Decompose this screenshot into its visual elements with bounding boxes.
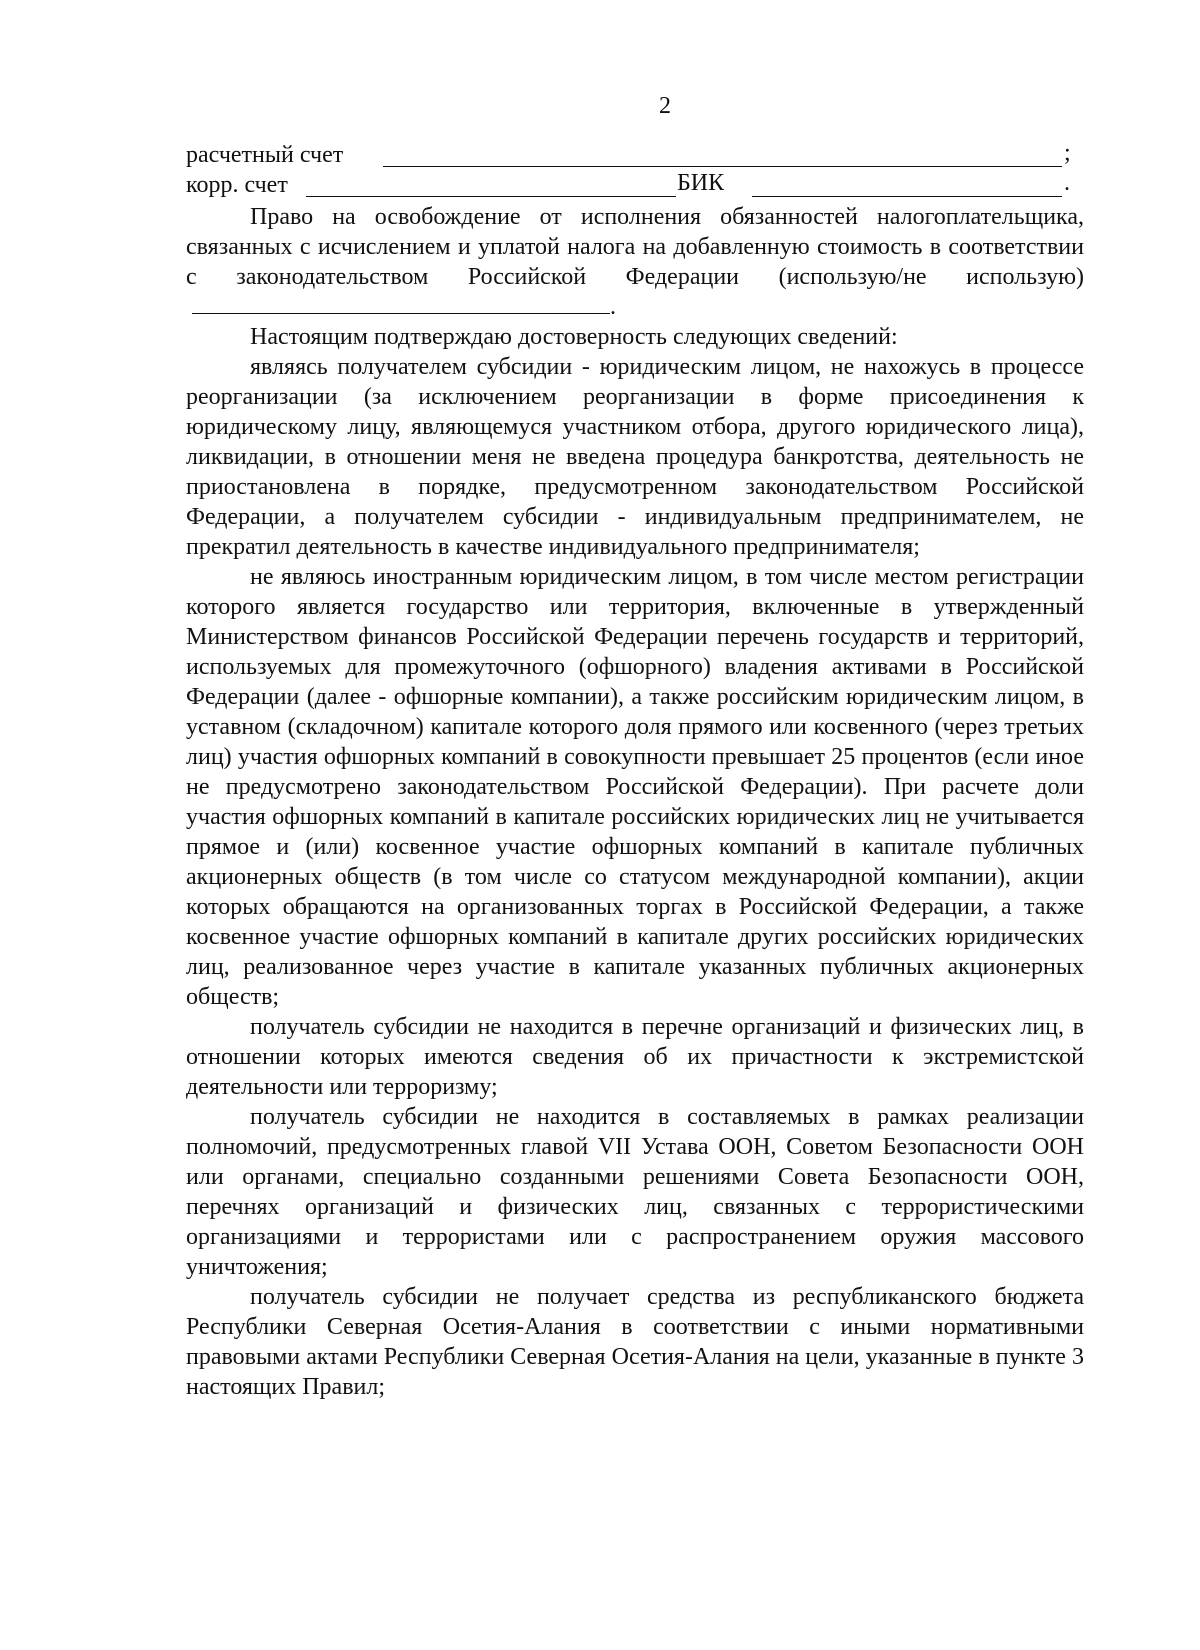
paragraph-extremism: получатель субсидии не находится в перечне организаций и физических лиц, в отношении которых имеются сведения об их причастности к экстремистской деятельности или терроризму; [186,1014,1084,1100]
corr-account-field[interactable] [306,174,676,197]
paragraph-vat-text: Право на освобождение от исполнения обязанностей налогоплательщика, связанных с исчислением и уплатой налога на добавленную стоимость в соответствии с законодательством Российской Федерации (использую/не использую) [186,204,1084,290]
paragraph-un-lists: получатель субсидии не находится в составляемых в рамках реализации полномочий, предусмотренных главой VII Устава ООН, Советом Безопасности ООН или органами, специально созданными решениями Совета Безопасности ООН, перечнях организаций и физических лиц, связанных с террористическими организациями и террористами или с распространением оружия массового уничтожения; [186,1104,1084,1280]
corr-end-punct: . [1064,170,1070,196]
paragraph-offshore: не являюсь иностранным юридическим лицом, в том числе местом регистрации которого является государство или территория, включенные в утвержденный Министерством финансов Российской Федерации перечень государств и территорий, используемых для промежуточного (офшорного) владения активами в Российской Федерации (далее - офшорные компании), а также российским юридическим лицом, в уставном (складочном) капитале которого доля прямого или косвенного (через третьих лиц) участия офшорных компаний в совокупности превышает 25 процентов (если иное не предусмотрено законодательством Российской Федерации). При расчете доли участия офшорных компаний в капитале российских юридических лиц не учитывается прямое и (или) косвенное участие офшорных компаний в капитале публичных акционерных обществ (в том числе со статусом международной компании), акции которых обращаются на организованных торгах в Российской Федерации, а также косвенное участие офшорных компаний в капитале других российских юридических лиц, реализованное через участие в капитале указанных публичных акционерных обществ; [186,564,1084,1010]
paragraph-vat [186,202,1084,322]
vat-choice-field[interactable] [192,293,610,314]
page-number: 2 [659,93,671,119]
paragraph-reorganization: являясь получателем субсидии - юридическим лицом, не нахожусь в процессе реорганизации (за исключением реорганизации в форме присоединения к юридическому лицу, являющемуся участником отбора, другого юридического лица), ликвидации, в отношении меня не введена процедура банкротства, деятельность не приостановлена в порядке, предусмотренном законодательством Российской Федерации, а получателем субсидии - индивидуальным предпринимателем, не прекратил деятельность в качестве индивидуального предпринимателя; [186,354,1084,560]
vat-end-punct: . [610,294,616,320]
account-end-punct: ; [1064,140,1071,166]
bik-label: БИК [677,170,725,196]
paragraph-budget: получатель субсидии не получает средства из республиканского бюджета Республики Северная Осетия-Алания в соответствии с иными нормативными правовыми актами Республики Северная Осетия-Алания на цели, указанные в пункте 3 настоящих Правил; [186,1284,1084,1400]
document-body [186,202,1084,1402]
paragraph-confirm: Настоящим подтверждаю достоверность следующих сведений: [250,324,898,350]
account-number-field[interactable] [383,144,1062,167]
bik-field[interactable] [752,174,1062,197]
account-label: расчетный счет [186,142,344,168]
corr-account-label: корр. счет [186,172,288,198]
